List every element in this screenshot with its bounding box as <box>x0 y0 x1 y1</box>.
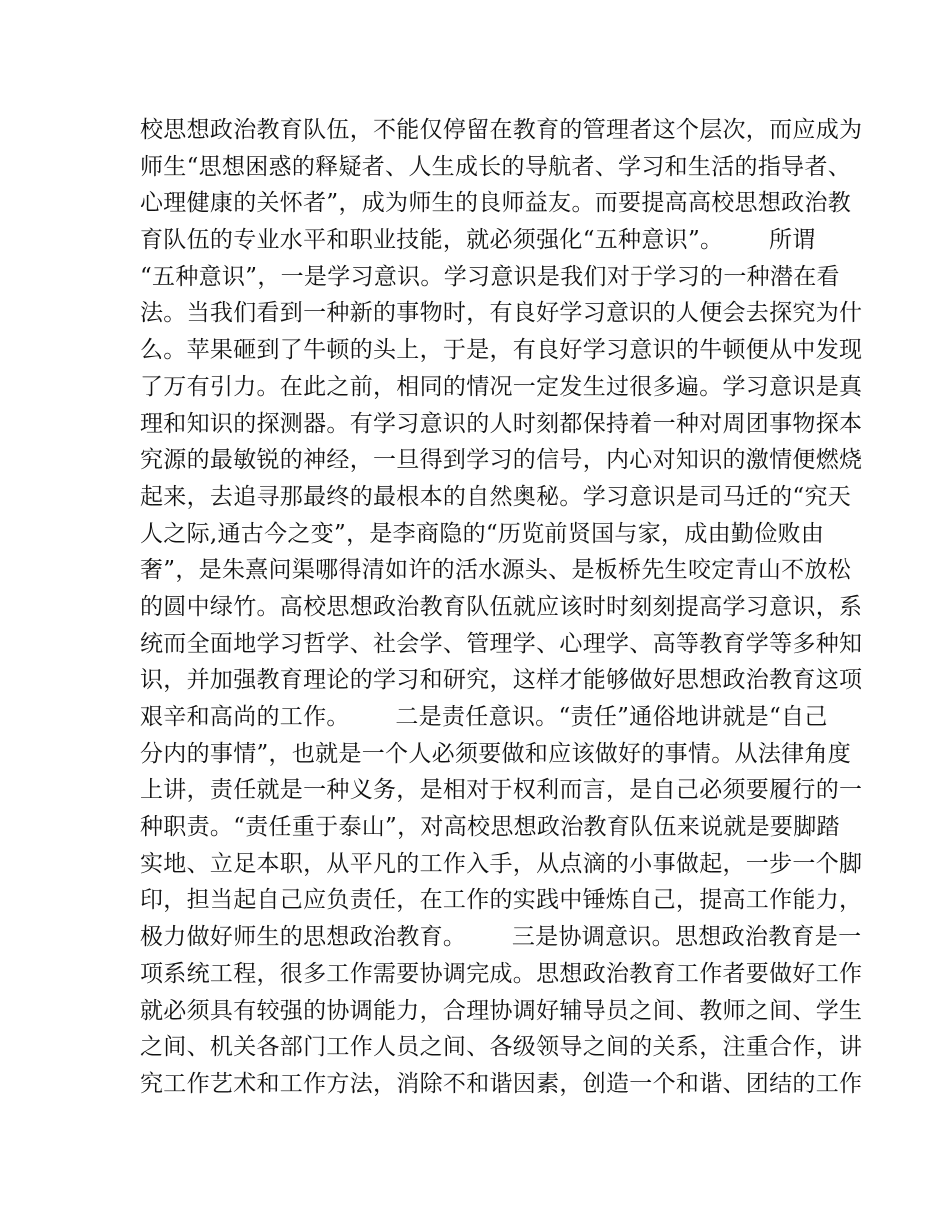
text-line: 分内的事情”，也就是一个人必须要做和应该做好的事情。从法律角度 <box>140 740 852 767</box>
text-line: 种职责。“责任重于泰山”，对高校思想政治教育队伍来说就是要脚踏 <box>140 814 840 841</box>
text-line: 究源的最敏锐的神经，一旦得到学习的信号，内心对知识的激情便燃烧 <box>140 447 863 474</box>
text-line: 就必须具有较强的协调能力，合理协调好辅导员之间、教师之间、学生 <box>140 997 863 1024</box>
text-line: 项系统工程，很多工作需要协调完成。思想政治教育工作者要做好工作 <box>140 960 863 987</box>
text-line: 上讲，责任就是一种义务，是相对于权利而言，是自己必须要履行的一 <box>140 777 863 804</box>
text-line: 理和知识的探测器。有学习意识的人时刻都保持着一种对周团事物探本 <box>140 410 863 437</box>
text-line: 法。当我们看到一种新的事物时，有良好学习意识的人便会去探究为什 <box>140 300 863 327</box>
text-line: 之间、机关各部门工作人员之间、各级领导之间的关系，注重合作，讲 <box>140 1034 863 1061</box>
text-line: 奢”，是朱熹问渠哪得清如许的活水源头、是板桥先生咬定青山不放松 <box>140 557 852 584</box>
text-line: 究工作艺术和工作方法，消除不和谐因素，创造一个和谐、团结的工作 <box>140 1070 863 1097</box>
text-line: 统而全面地学习哲学、社会学、管理学、心理学、高等教育学等多种知 <box>140 630 863 657</box>
text-line: 人之际,通古今之变”，是李商隐的“历览前贤国与家，成由勤俭败由 <box>140 520 825 547</box>
text-line: “五种意识”，一是学习意识。学习意识是我们对于学习的一种潜在看 <box>140 263 840 290</box>
text-line: 极力做好师生的思想政治教育。 三是协调意识。思想政治教育是一 <box>140 924 862 951</box>
text-line: 师生“思想困惑的释疑者、人生成长的导航者、学习和生活的指导者、 <box>140 153 852 180</box>
text-line: 起来，去追寻那最终的最根本的自然奥秘。学习意识是司马迁的“究天 <box>140 483 852 510</box>
text-line: 校思想政治教育队伍，不能仅停留在教育的管理者这个层次，而应成为 <box>140 117 863 143</box>
text-line: 印，担当起自己应负责任，在工作的实践中锤炼自己，提高工作能力， <box>140 887 863 914</box>
text-line: 实地、立足本职，从平凡的工作入手，从点滴的小事做起，一步一个脚 <box>140 850 863 877</box>
body-text <box>140 112 863 1103</box>
text-line: 心理健康的关怀者”，成为师生的良师益友。而要提高高校思想政治教 <box>140 190 852 217</box>
text-line: 么。苹果砸到了牛顿的头上，于是，有良好学习意识的牛顿便从中发现 <box>140 337 863 364</box>
text-line: 的圆中绿竹。高校思想政治教育队伍就应该时时刻刻提高学习意识，系 <box>140 593 863 620</box>
text-line: 艰辛和高尚的工作。 二是责任意识。“责任”通俗地讲就是“自己 <box>140 704 828 730</box>
text-line: 识，并加强教育理论的学习和研究，这样才能够做好思想政治教育这项 <box>140 667 863 694</box>
text-line: 育队伍的专业水平和职业技能，就必须强化“五种意识”。 所谓 <box>140 227 816 254</box>
text-line: 了万有引力。在此之前，相同的情况一定发生过很多遍。学习意识是真 <box>140 373 863 400</box>
